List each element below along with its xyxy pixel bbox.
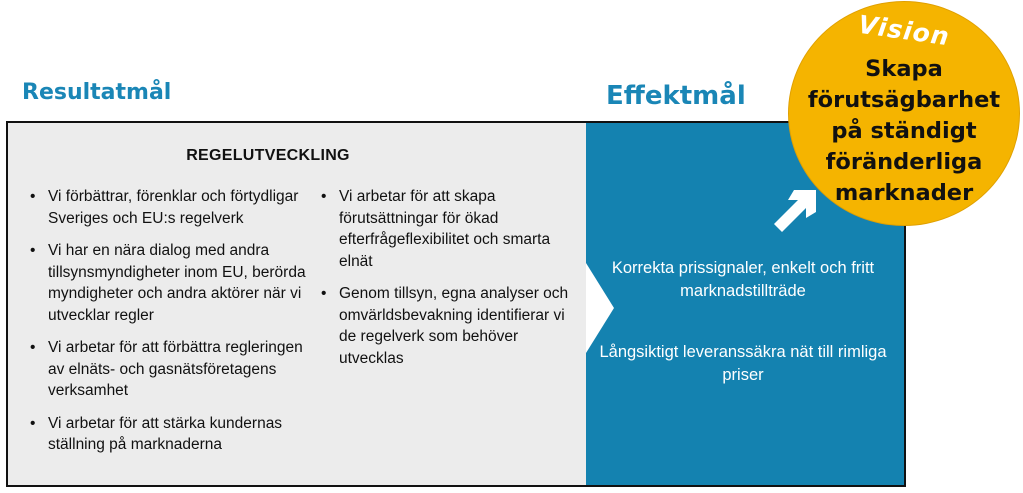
effekt-item: Långsiktigt leveranssäkra nät till rimliga priser xyxy=(599,343,887,384)
regel-list-left xyxy=(30,186,320,467)
regelutveckling-panel xyxy=(8,123,586,485)
list-item: • Vi förbättrar, förenklar och förtydligar Sveriges och EU:s regelverk xyxy=(30,186,320,229)
goals-frame xyxy=(6,121,906,487)
vision-label: Vision xyxy=(856,9,952,52)
resultatmal-heading: Resultatmål xyxy=(22,80,172,105)
list-item: • Vi arbetar för att stärka kundernas ställning på marknaderna xyxy=(30,413,320,456)
regel-list-right xyxy=(321,186,581,380)
effektmal-heading: Effektmål xyxy=(606,81,746,111)
vision-circle xyxy=(788,1,1020,226)
list-item: • Genom tillsyn, egna analyser och omvärldsbevakning identifierar vi de regelverk som behöver utvecklas xyxy=(321,283,581,369)
effekt-item: Korrekta prissignaler, enkelt och fritt marknadstillträde xyxy=(611,259,875,300)
list-item: • Vi arbetar för att förbättra regleringen av elnäts- och gasnätsföretagens verksamhet xyxy=(30,337,320,402)
vision-text: Skapa förutsägbarhet på ständigt föränderliga marknader xyxy=(807,56,1001,206)
regelutveckling-title: REGELUTVECKLING xyxy=(186,147,350,164)
list-item: • Vi har en nära dialog med andra tillsynsmyndigheter inom EU, berörda myndigheter och andra aktörer när vi utvecklar regler xyxy=(30,240,320,326)
list-item: • Vi arbetar för att skapa förutsättningar för ökad efterfrågeflexibilitet och smarta elnät xyxy=(321,186,581,272)
